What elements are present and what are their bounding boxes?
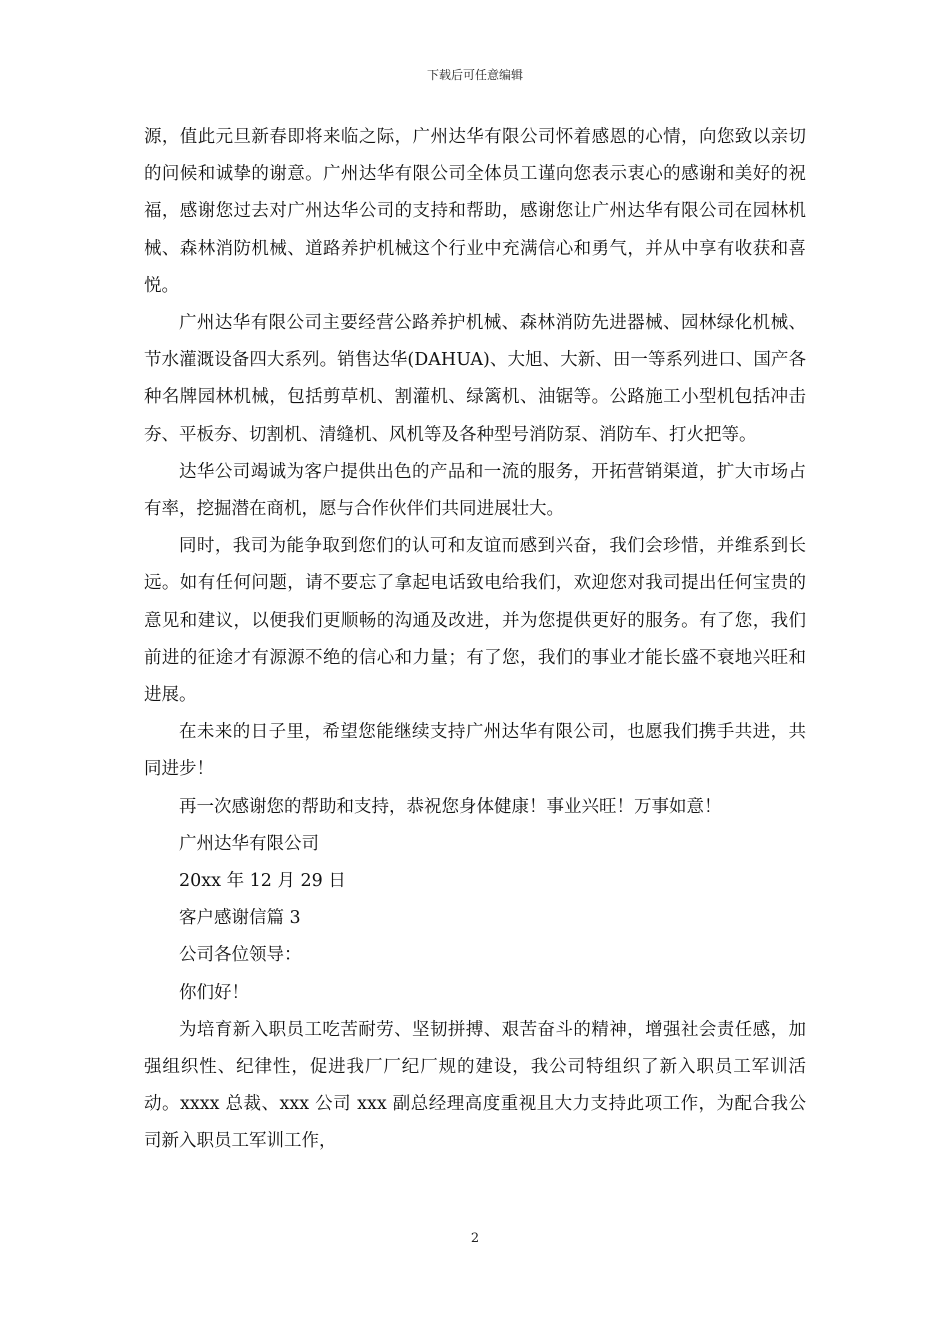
paragraph: 达华公司竭诚为客户提供出色的产品和一流的服务，开拓营销渠道，扩大市场占有率，挖掘潜在商机，愿与合作伙伴们共同进展壮大。 <box>144 461 806 520</box>
signature-date: 20xx 年 12 月 29 日 <box>179 871 346 892</box>
signature-company: 广州达华有限公司 <box>179 833 319 854</box>
paragraph: 为培育新入职员工吃苦耐劳、坚韧拼搏、艰苦奋斗的精神，增强社会责任感，加强组织性、纪律性，促进我厂厂纪厂规的建设，我公司特组织了新入职员工军训活动。xxxx 总裁、xxx 公司 xxx 副总经理高度重视且大力支持此项工作，为配合我公司新入职员工军训工作， <box>144 1019 806 1152</box>
paragraph: 再一次感谢您的帮助和支持，恭祝您身体健康！事业兴旺！万事如意！ <box>179 796 722 817</box>
paragraph: 广州达华有限公司主要经营公路养护机械、森林消防先进器械、园林绿化机械、节水灌溉设备四大系列。销售达华(DAHUA)、大旭、大新、田一等系列进口、国产各种名牌园林机械，包括剪草机、割灌机、绿篱机、油锯等。公路施工小型机包括冲击夯、平板夯、切割机、清缝机、风机等及各种型号消防泵、消防车、打火把等。 <box>144 313 806 445</box>
section-title: 客户感谢信篇 3 <box>179 908 301 929</box>
page-header: 下载后可任意编辑 <box>426 68 523 82</box>
paragraph: 同时，我司为能争取到您们的认可和友谊而感到兴奋，我们会珍惜，并维系到长远。如有任何问题，请不要忘了拿起电话致电给我们，欢迎您对我司提出任何宝贵的意见和建议，以便我们更顺畅的沟通及改进，并为您提供更好的服务。有了您，我们前进的征途才有源源不绝的信心和力量；有了您，我们的事业才能长盛不衰地兴旺和进展。 <box>144 536 806 706</box>
paragraph: 源，值此元旦新春即将来临之际，广州达华有限公司怀着感恩的心情，向您致以亲切的问候和诚挚的谢意。广州达华有限公司全体员工谨向您表示衷心的感谢和美好的祝福，感谢您过去对广州达华公司的支持和帮助，感谢您让广州达华有限公司在园林机械、森林消防机械、道路养护机械这个行业中充满信心和勇气，并从中享有收获和喜悦。 <box>144 127 806 296</box>
paragraph: 在未来的日子里，希望您能继续支持广州达华有限公司，也愿我们携手共进，共同进步！ <box>144 722 806 780</box>
salutation: 公司各位领导： <box>179 945 302 966</box>
document-body <box>144 119 806 1161</box>
page-number: 2 <box>470 1231 480 1246</box>
greeting: 你们好！ <box>179 982 249 1003</box>
